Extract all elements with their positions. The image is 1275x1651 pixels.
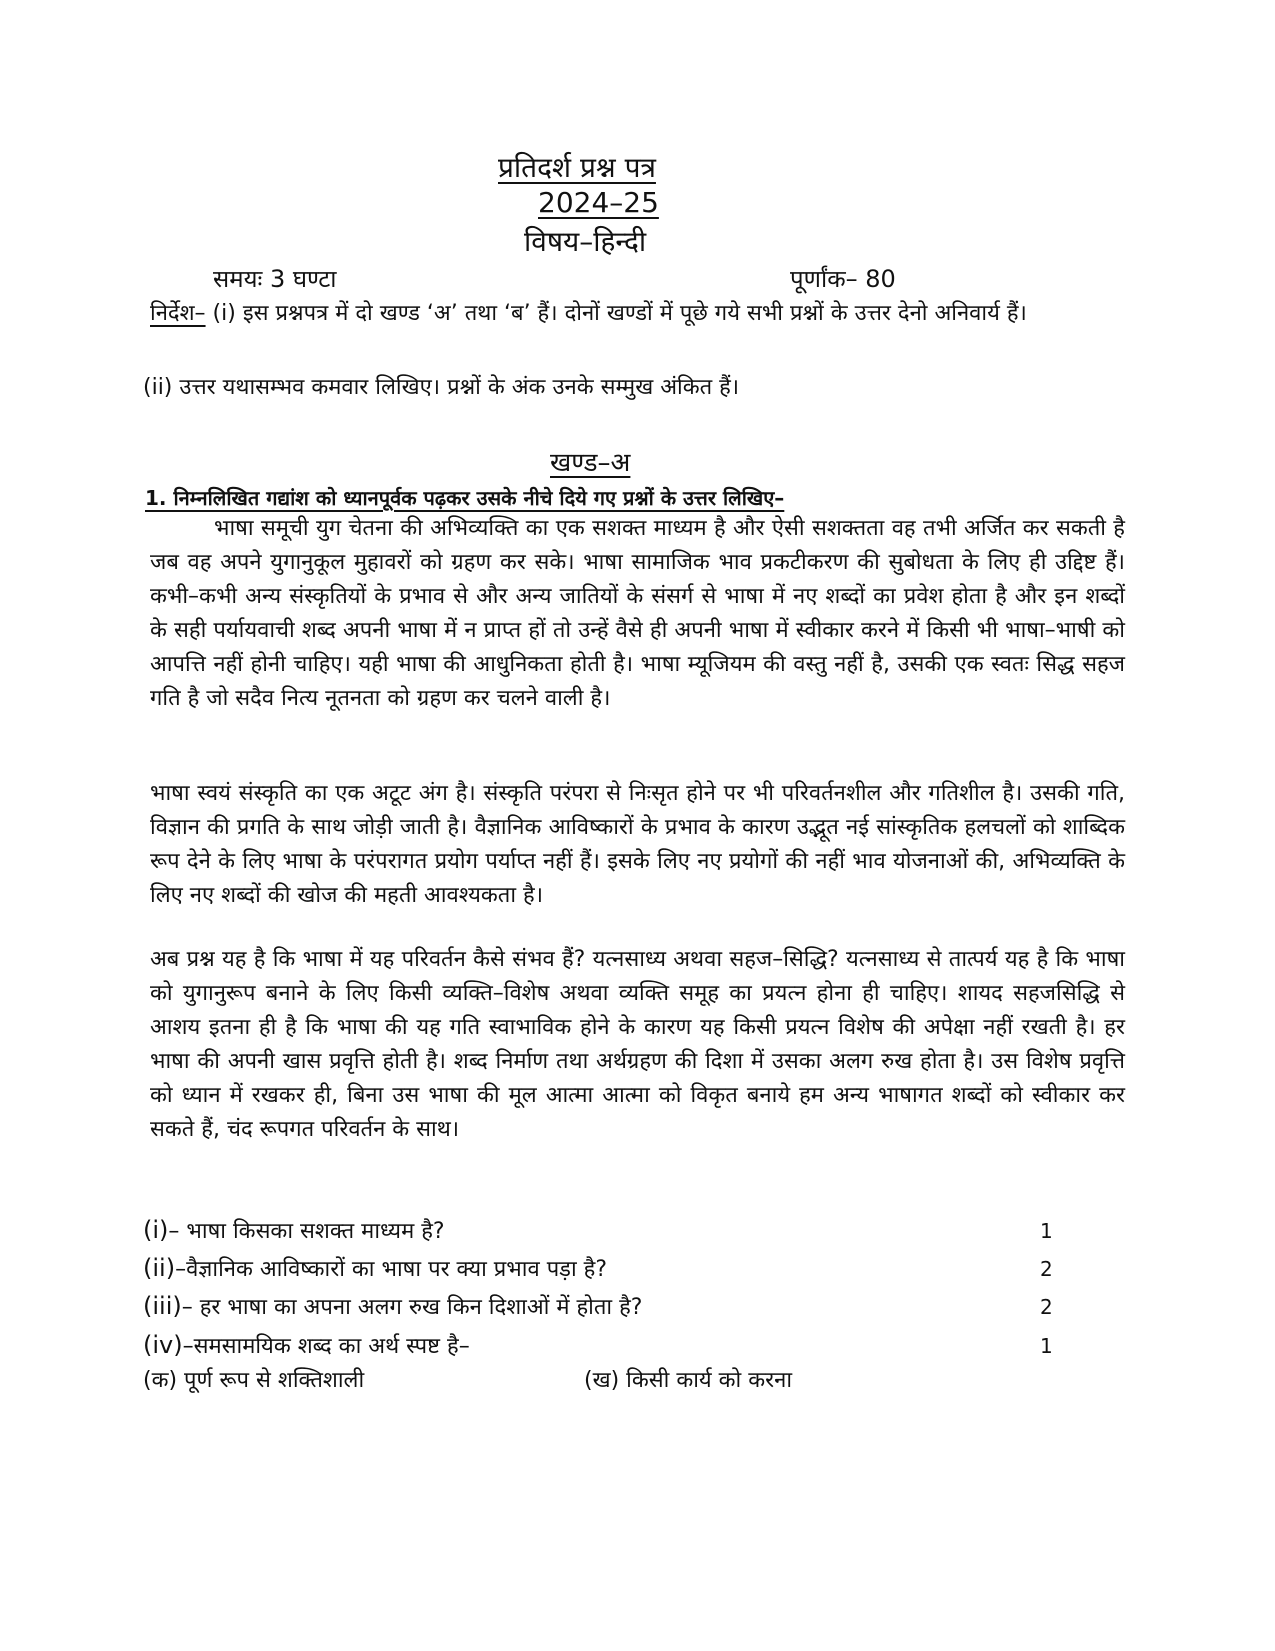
subquestion-text: – हर भाषा का अपना अलग रुख किन दिशाओं में होता है?: [181, 1295, 643, 1320]
subquestion-marks: 2: [1040, 1257, 1053, 1281]
subquestion-1: [143, 1215, 445, 1245]
subquestion-marks: 1: [1040, 1334, 1053, 1358]
option-a: (क) पूर्ण रूप से शक्तिशाली: [143, 1368, 365, 1393]
instructions-label: निर्देश–: [150, 301, 206, 326]
subquestion-number: (iii): [143, 1292, 182, 1320]
subquestion-number: (i): [143, 1216, 169, 1244]
subquestion-text: –वैज्ञानिक आविष्कारों का भाषा पर क्या प्रभाव पड़ा है?: [175, 1257, 608, 1282]
subquestion-marks: 1: [1040, 1219, 1053, 1243]
instructions-line-1: [150, 297, 1125, 331]
passage-paragraph: भाषा समूची युग चेतना की अभिव्यक्ति का एक सशक्त माध्यम है और ऐसी सशक्तता वह तभी अर्जित कर सकती है जब वह अपने युगानुकूल मुहावरों को ग्रहण कर सके। भाषा सामाजिक भाव प्रकटीकरण की सुबोधता के लिए ही उद्दिष्ट हैं। कभी–कभी अन्य संस्कृतियों के प्रभाव से और अन्य जातियों के संसर्ग से भाषा में नए शब्दों का प्रवेश होता है और इन शब्दों के सही पर्यायवाची शब्द अपनी भाषा में न प्राप्त हों तो उन्हें वैसे ही अपनी भाषा में स्वीकार करने में किसी भी भाषा–भाषी को आपत्ति नहीं होनी चाहिए। यही भाषा की आधुनिकता होती है। भाषा म्यूजियम की वस्तु नहीं है, उसकी एक स्वतः सिद्ध सहज गति है जो सदैव नित्य नूतनता को ग्रहण कर चलने वाली है।: [150, 516, 1125, 711]
subquestion-4: [143, 1330, 470, 1360]
subquestion-3: [143, 1291, 642, 1321]
paper-year: 2024–25: [538, 186, 659, 219]
subquestion-number: (iv): [143, 1331, 183, 1359]
time-allowed: समयः 3 घण्टा: [213, 265, 337, 293]
subquestion-text: – भाषा किसका सशक्त माध्यम है?: [168, 1219, 445, 1244]
subquestion-number: (ii): [143, 1254, 176, 1282]
paper-title: प्रतिदर्श प्रश्न पत्र: [498, 151, 656, 184]
instructions-line-2: (ii) उत्तर यथासम्भव कमवार लिखिए। प्रश्नों के अंक उनके सम्मुख अंकित हैं।: [143, 375, 740, 400]
question-1-heading: 1. निम्नलिखित गद्यांश को ध्यानपूर्वक पढ़कर उसके नीचे दिये गए प्रश्नों के उत्तर लिखिए–: [145, 486, 785, 510]
max-marks: पूर्णांक– 80: [790, 265, 896, 293]
paper-subject: विषय–हिन्दी: [524, 225, 647, 258]
subquestion-text: –समसामयिक शब्द का अर्थ स्पष्ट है–: [182, 1334, 470, 1359]
passage-paragraph: अब प्रश्न यह है कि भाषा में यह परिवर्तन कैसे संभव हैं? यत्नसाध्य अथवा सहज–सिद्धि? यत्नसाध्य से तात्पर्य यह है कि भाषा को युगानुरूप बनाने के लिए किसी व्यक्ति–विशेष अथवा व्यक्ति समूह का प्रयत्न होना ही चाहिए। शायद सहजसिद्धि से आशय इतना ही है कि भाषा की यह गति स्वाभाविक होने के कारण यह किसी प्रयत्न विशेष की अपेक्षा नहीं रखती है। हर भाषा की अपनी खास प्रवृत्ति होती है। शब्द निर्माण तथा अर्थग्रहण की दिशा में उसका अलग रुख होता है। उस विशेष प्रवृत्ति को ध्यान में रखकर ही, बिना उस भाषा की मूल आत्मा आत्मा को विकृत बनाये हम अन्य भाषागत शब्दों को स्वीकार कर सकते हैं, चंद रूपगत परिवर्तन के साथ।: [150, 947, 1125, 1142]
section-title: खण्ड–अ: [550, 448, 631, 478]
option-b: (ख) किसी कार्य को करना: [584, 1368, 793, 1393]
subquestion-marks: 2: [1040, 1295, 1053, 1319]
passage-paragraph: भाषा स्वयं संस्कृति का एक अटूट अंग है। संस्कृति परंपरा से निःसृत होने पर भी परिवर्तनशील और गतिशील है। उसकी गति, विज्ञान की प्रगति के साथ जोड़ी जाती है। वैज्ञानिक आविष्कारों के प्रभाव के कारण उद्भूत नई सांस्कृतिक हलचलों को शाब्दिक रूप देने के लिए भाषा के परंपरागत प्रयोग पर्याप्त नहीं हैं। इसके लिए नए प्रयोगों की नहीं भाव योजनाओं की, अभिव्यक्ति के लिए नए शब्दों की खोज की महती आवश्यकता है।: [150, 781, 1125, 908]
instructions-text-1: (i) इस प्रश्नपत्र में दो खण्ड ‘अ’ तथा ‘ब’ हैं। दोनों खण्डों में पूछे गये सभी प्रश्नों के उत्तर देनो अनिवार्य हैं।: [205, 301, 1027, 326]
subquestion-2: [143, 1253, 607, 1283]
